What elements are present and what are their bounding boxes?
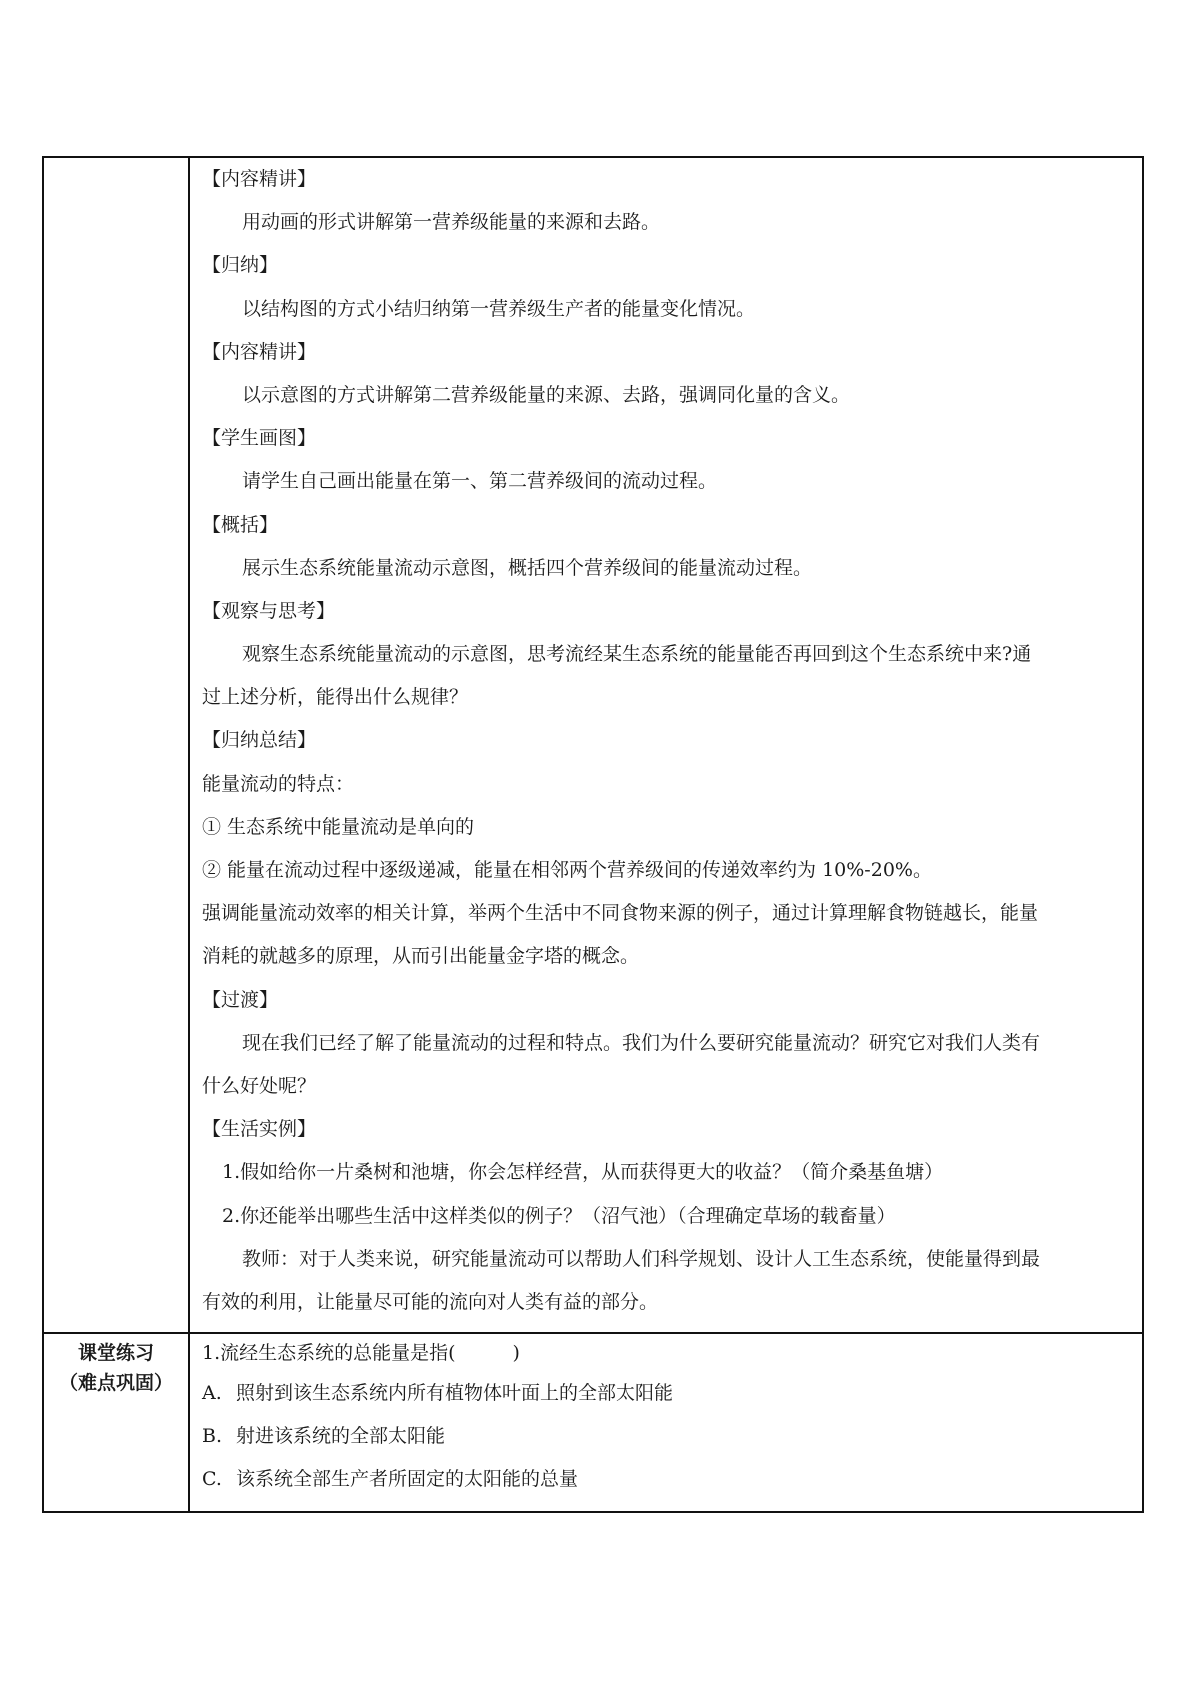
option-b <box>202 1415 1130 1458</box>
paragraph: 用动画的形式讲解第一营养级能量的来源和去路。 <box>242 211 661 234</box>
exercise-label-cell <box>43 1333 189 1512</box>
plain-text: ② 能量在流动过程中逐级递减，能量在相邻两个营养级间的传递效率约为 10%-20%。 <box>202 859 932 881</box>
option-text: 照射到该生态系统内所有植物体叶面上的全部太阳能 <box>236 1382 674 1405</box>
paragraph-line: 有效的利用，让能量尽可能的流向对人类有益的部分。 <box>202 1290 659 1313</box>
section-heading: 【观察与思考】 <box>202 599 336 622</box>
plain-text: 能量流动的特点： <box>202 772 355 795</box>
paragraph: 以结构图的方式小结归纳第一营养级生产者的能量变化情况。 <box>242 297 756 320</box>
main-content-cell <box>189 157 1143 1333</box>
plain-text: ① 生态系统中能量流动是单向的 <box>202 815 475 838</box>
question-text: 1.流经生态系统的总能量是指( ) <box>202 1342 520 1365</box>
paragraph-line: 教师：对于人类来说，研究能量流动可以帮助人们科学规划、设计人工生态系统，使能量得到最 <box>242 1247 1041 1270</box>
section-heading: 【过渡】 <box>202 988 279 1011</box>
paragraph: 以示意图的方式讲解第二营养级能量的来源、去路，强调同化量的含义。 <box>242 383 851 406</box>
main-left-cell <box>43 157 189 1333</box>
paragraph-line: 观察生态系统能量流动的示意图，思考流经某生态系统的能量能否再回到这个生态系统中来?通 <box>242 643 1032 666</box>
paragraph-line: 现在我们已经了解了能量流动的过程和特点。我们为什么要研究能量流动？研究它对我们人类有 <box>242 1031 1041 1054</box>
exercise-title: 课堂练习 <box>77 1342 154 1365</box>
section-heading: 【内容精讲】 <box>202 168 317 190</box>
section-heading: 【归纳】 <box>202 254 279 277</box>
list-item: 2.你还能举出哪些生活中这样类似的例子？（沼气池）（合理确定草场的载畜量） <box>222 1204 896 1227</box>
option-key: B. <box>202 1425 223 1448</box>
list-item: 1.假如给你一片桑树和池塘，你会怎样经营，从而获得更大的收益？（简介桑基鱼塘） <box>222 1161 944 1184</box>
section-heading: 【学生画图】 <box>202 427 317 450</box>
section-heading: 【内容精讲】 <box>202 340 317 363</box>
section-heading: 【概括】 <box>202 513 279 536</box>
plain-text-line: 强调能量流动效率的相关计算，举两个生活中不同食物来源的例子，通过计算理解食物链越长，能量 <box>202 902 1039 925</box>
exercise-content-cell <box>189 1333 1143 1512</box>
paragraph: 展示生态系统能量流动示意图，概括四个营养级间的能量流动过程。 <box>242 556 813 579</box>
plain-text-line: 消耗的就越多的原理，从而引出能量金字塔的概念。 <box>202 945 640 968</box>
lesson-plan-table <box>42 156 1144 1513</box>
section-heading: 【生活实例】 <box>202 1118 317 1141</box>
option-key: A. <box>202 1382 222 1405</box>
option-text: 该系统全部生产者所固定的太阳能的总量 <box>236 1468 579 1491</box>
paragraph: 请学生自己画出能量在第一、第二营养级间的流动过程。 <box>242 470 718 493</box>
section-heading: 【归纳总结】 <box>202 729 317 752</box>
main-row <box>43 157 1143 1333</box>
exercise-row <box>43 1333 1143 1512</box>
option-text: 射进该系统的全部太阳能 <box>236 1425 446 1448</box>
exercise-subtitle: （难点巩固） <box>58 1372 173 1395</box>
paragraph-line: 什么好处呢？ <box>202 1074 317 1097</box>
option-key: C. <box>202 1468 222 1491</box>
option-c <box>202 1458 1130 1501</box>
paragraph-line: 过上述分析，能得出什么规律？ <box>202 686 469 709</box>
option-a <box>202 1372 1130 1415</box>
